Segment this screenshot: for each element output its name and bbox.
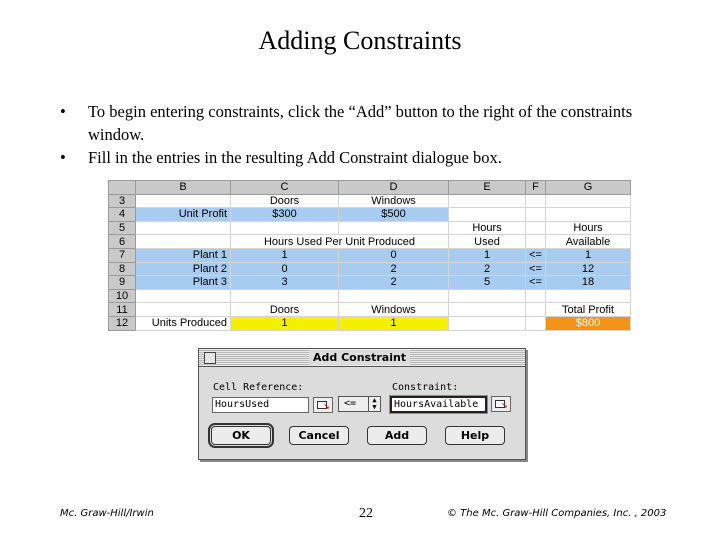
ok-button[interactable]: OK [211,426,271,445]
cell[interactable] [231,289,339,303]
cell[interactable] [136,235,231,249]
arrow-icon: ➘ [501,401,508,410]
table-row [109,289,631,303]
bullet-dot: • [60,102,66,121]
bullet-text: Fill in the entries in the resulting Add Constraint dialogue box. [88,148,502,167]
cell[interactable] [231,221,339,235]
cell[interactable]: Doors [231,303,339,317]
cell[interactable] [449,303,526,317]
operator-select[interactable] [338,396,381,412]
cell[interactable]: 2 [339,262,449,276]
table-row [109,221,631,235]
row-header[interactable]: 11 [109,303,136,317]
constraint-label: Constraint: [392,382,459,393]
cell[interactable]: <= [526,276,546,290]
operator-value: <= [344,398,357,409]
cell[interactable]: 1 [546,248,631,262]
table-row [109,194,631,208]
cell[interactable] [526,221,546,235]
cell[interactable]: 0 [339,248,449,262]
close-box-icon[interactable] [204,352,216,364]
cell-reference-field[interactable]: HoursUsed [212,397,309,413]
cell[interactable]: Plant 3 [136,276,231,290]
cell[interactable] [449,289,526,303]
cell[interactable] [136,194,231,208]
cell[interactable]: Units Produced [136,316,231,330]
cell[interactable]: <= [526,262,546,276]
cell-reference-label: Cell Reference: [213,382,304,393]
bullet-item [60,146,660,169]
cell[interactable]: Plant 1 [136,248,231,262]
cell[interactable]: Windows [339,194,449,208]
bullet-item [60,100,660,146]
table-row [109,262,631,276]
row-header[interactable]: 5 [109,221,136,235]
row-header[interactable]: 12 [109,316,136,330]
cell[interactable]: 1 [449,248,526,262]
row-header[interactable]: 10 [109,289,136,303]
cell-reference-collapse-button[interactable] [313,397,333,413]
cell[interactable] [449,316,526,330]
cell[interactable]: Total Profit [546,303,631,317]
table-row [109,316,631,330]
cell[interactable]: 1 [231,248,339,262]
cell[interactable]: 2 [339,276,449,290]
cell[interactable] [526,303,546,317]
cell[interactable]: Used [449,235,526,249]
cell[interactable] [526,235,546,249]
cell[interactable]: 0 [231,262,339,276]
cancel-button[interactable]: Cancel [289,426,349,445]
cell[interactable]: Hours Used Per Unit Produced [231,235,449,249]
cell[interactable]: Available [546,235,631,249]
table-row [109,235,631,249]
cell[interactable]: Plant 2 [136,262,231,276]
cell[interactable]: Hours [546,221,631,235]
cell[interactable]: <= [526,248,546,262]
cell[interactable] [339,289,449,303]
row-header[interactable]: 8 [109,262,136,276]
cell[interactable]: Hours [449,221,526,235]
spreadsheet [108,180,631,331]
cell[interactable]: $800 [546,316,631,330]
column-header-c[interactable]: C [231,181,339,195]
constraint-field[interactable]: HoursAvailable [390,396,487,413]
page-number: 22 [359,506,373,521]
bullet-text: To begin entering constraints, click the “Add” button to the right of the constraints window. [88,102,633,144]
add-button[interactable]: Add [367,426,427,445]
cell[interactable]: $500 [339,208,449,222]
cell[interactable]: 1 [231,316,339,330]
cell[interactable]: 2 [449,262,526,276]
bullet-dot: • [60,148,66,167]
cell[interactable]: 5 [449,276,526,290]
cell[interactable] [136,289,231,303]
column-header-row [109,181,631,195]
row-header[interactable]: 6 [109,235,136,249]
up-down-arrows-icon: ▲ ▼ [368,397,380,411]
table-row [109,248,631,262]
column-header-b[interactable]: B [136,181,231,195]
cell[interactable] [339,221,449,235]
table-row [109,208,631,222]
cell[interactable] [526,208,546,222]
column-header-d[interactable]: D [339,181,449,195]
dialog-title: Add Constraint [309,350,410,365]
cell[interactable]: $300 [231,208,339,222]
cell[interactable] [526,316,546,330]
cell[interactable]: 18 [546,276,631,290]
cell[interactable]: 12 [546,262,631,276]
row-header[interactable]: 9 [109,276,136,290]
row-header[interactable]: 7 [109,248,136,262]
help-button[interactable]: Help [445,426,505,445]
cell[interactable] [136,303,231,317]
table-row [109,276,631,290]
cell[interactable]: Windows [339,303,449,317]
footer-publisher: Mc. Graw-Hill/Irwin [60,508,154,519]
cell[interactable] [449,194,526,208]
column-header-f[interactable]: F [526,181,546,195]
constraint-collapse-button[interactable] [491,396,511,412]
cell[interactable]: 1 [339,316,449,330]
cell[interactable] [546,289,631,303]
arrow-icon: ➘ [323,402,330,411]
add-constraint-dialog [198,348,526,460]
cell[interactable] [526,194,546,208]
cell[interactable] [449,208,526,222]
row-header[interactable]: 3 [109,194,136,208]
cell[interactable]: 3 [231,276,339,290]
cell[interactable] [546,208,631,222]
cell[interactable]: Unit Profit [136,208,231,222]
footer-copyright: © The Mc. Graw-Hill Companies, Inc. , 2003 [447,508,667,519]
bullet-list [60,100,660,169]
cell[interactable] [526,289,546,303]
row-header[interactable]: 4 [109,208,136,222]
cell[interactable] [136,221,231,235]
table-row [109,303,631,317]
column-header-e[interactable]: E [449,181,526,195]
dialog-title-bar[interactable] [199,349,525,367]
slide-title: Adding Constraints [258,26,462,55]
cell[interactable]: Doors [231,194,339,208]
corner-cell[interactable] [109,181,136,195]
cell[interactable] [546,194,631,208]
column-header-g[interactable]: G [546,181,631,195]
